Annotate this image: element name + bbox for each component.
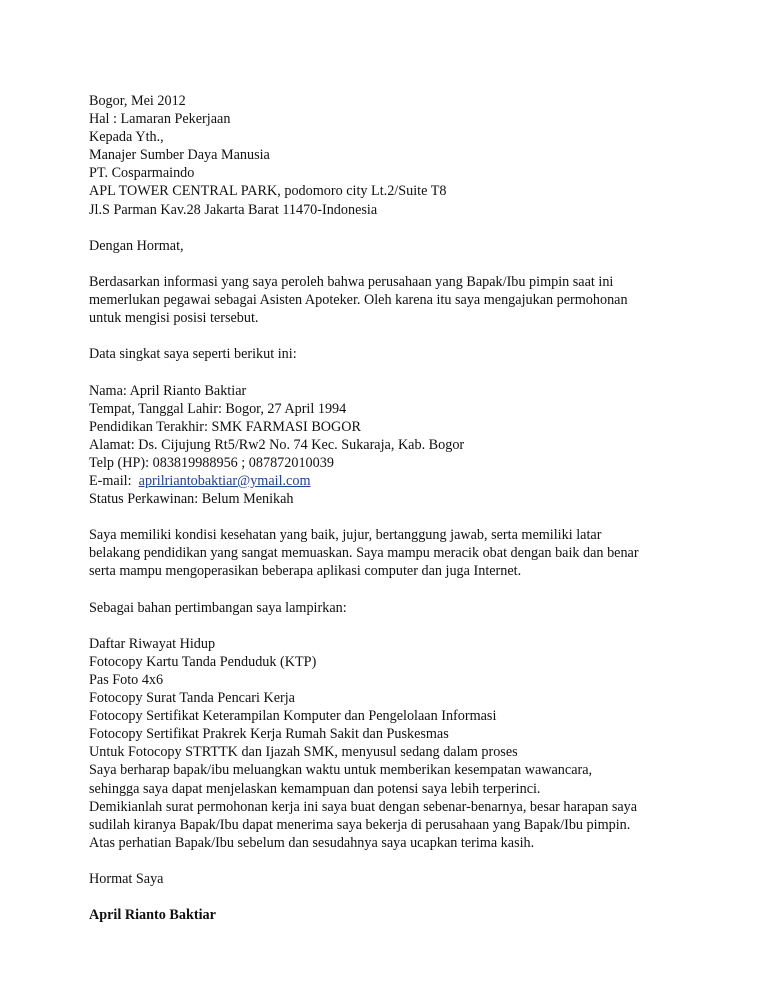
attachment-item: Fotocopy Sertifikat Keterampilan Komputer dan Pengelolaan Informasi xyxy=(89,708,497,725)
signature-name: April Rianto Baktiar xyxy=(89,907,216,924)
attachment-item: Fotocopy Kartu Tanda Penduduk (KTP) xyxy=(89,653,317,670)
greeting: Dengan Hormat, xyxy=(89,237,184,254)
letter-page xyxy=(89,92,729,924)
closing-line: sudilah kiranya Bapak/Ibu dapat menerima saya bekerja di perusahaan yang Bapak/Ibu pimpin. xyxy=(89,816,631,833)
skills-line: Saya memiliki kondisi kesehatan yang baik, jujur, bertanggung jawab, serta memiliki latar xyxy=(89,527,602,544)
personal-address: Alamat: Ds. Cijujung Rt5/Rw2 No. 74 Kec. Sukaraja, Kab. Bogor xyxy=(89,436,465,453)
attachments-intro: Sebagai bahan pertimbangan saya lampirkan: xyxy=(89,599,347,616)
attachment-item: Daftar Riwayat Hidup xyxy=(89,635,216,652)
personal-name: Nama: April Rianto Baktiar xyxy=(89,382,247,399)
attachment-item: Fotocopy Surat Tanda Pencari Kerja xyxy=(89,690,295,707)
closing-line: Saya berharap bapak/ibu meluangkan waktu untuk memberikan kesempatan wawancara, xyxy=(89,762,593,779)
skills-line: serta mampu mengoperasikan beberapa aplikasi computer dan juga Internet. xyxy=(89,563,522,580)
data-intro: Data singkat saya seperti berikut ini: xyxy=(89,346,297,363)
closing-line: sehingga saya dapat menjelaskan kemampuan dan potensi saya lebih terperinci. xyxy=(89,780,541,797)
subject-line: Hal : Lamaran Pekerjaan xyxy=(89,111,231,128)
attachment-item: Untuk Fotocopy STRTTK dan Ijazah SMK, menyusul sedang dalam proses xyxy=(89,744,518,761)
skills-line: belakang pendidikan yang sangat memuaskan. Saya mampu meracik obat dengan baik dan benar xyxy=(89,545,639,562)
company-address-line2: Jl.S Parman Kav.28 Jakarta Barat 11470-Indonesia xyxy=(89,201,378,218)
company-address-line1: APL TOWER CENTRAL PARK, podomoro city Lt.2/Suite T8 xyxy=(89,183,447,200)
place-date: Bogor, Mei 2012 xyxy=(89,93,186,109)
email-link[interactable]: aprilriantobaktiar@ymail.com xyxy=(138,472,311,489)
regards: Hormat Saya xyxy=(89,871,164,888)
personal-education: Pendidikan Terakhir: SMK FARMASI BOGOR xyxy=(89,418,361,435)
intro-line: untuk mengisi posisi tersebut. xyxy=(89,310,259,327)
intro-line: Berdasarkan informasi yang saya peroleh bahwa perusahaan yang Bapak/Ibu pimpin saat ini xyxy=(89,273,614,290)
email-label: E-mail: xyxy=(89,472,139,489)
closing-line: Demikianlah surat permohonan kerja ini saya buat dengan sebenar-benarnya, besar harapan saya xyxy=(89,798,638,815)
personal-email-row xyxy=(89,472,729,490)
recipient-title: Manajer Sumber Daya Manusia xyxy=(89,147,270,164)
intro-line: memerlukan pegawai sebagai Asisten Apoteker. Oleh karena itu saya mengajukan permohonan xyxy=(89,292,628,309)
personal-marital: Status Perkawinan: Belum Menikah xyxy=(89,491,294,508)
attachment-item: Pas Foto 4x6 xyxy=(89,672,164,688)
recipient-salutation: Kepada Yth., xyxy=(89,129,164,146)
attachment-item: Fotocopy Sertifikat Prakrek Kerja Rumah Sakit dan Puskesmas xyxy=(89,726,449,743)
company-name: PT. Cosparmaindo xyxy=(89,165,195,182)
closing-line: Atas perhatian Bapak/Ibu sebelum dan sesudahnya saya ucapkan terima kasih. xyxy=(89,834,535,851)
personal-phone: Telp (HP): 083819988956 ; 087872010039 xyxy=(89,454,334,471)
personal-birth: Tempat, Tanggal Lahir: Bogor, 27 April 1994 xyxy=(89,400,347,417)
